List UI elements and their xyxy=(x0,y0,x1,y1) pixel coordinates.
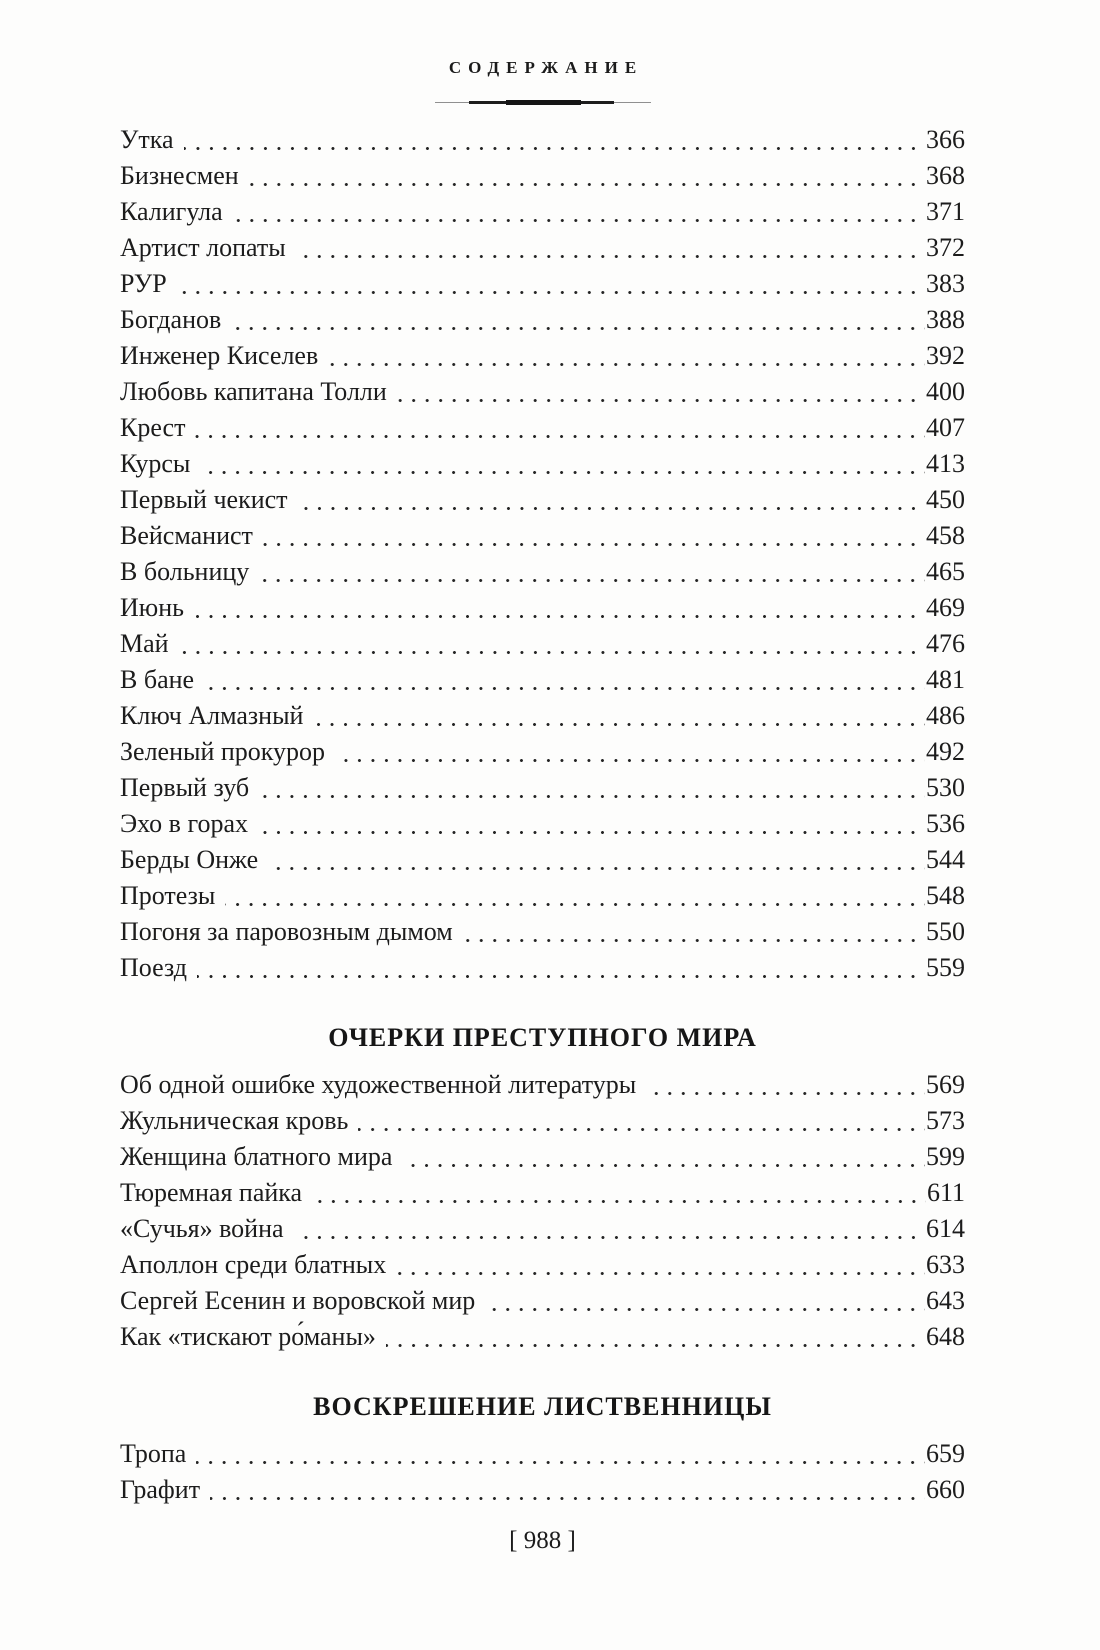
toc-entry-page-number: 469 xyxy=(926,593,965,622)
toc-entry-page-number: 569 xyxy=(926,1070,965,1099)
toc-entry-title: «Сучья» война xyxy=(120,1214,284,1243)
toc-entry-row xyxy=(120,914,965,950)
toc-entry-title: Инженер Киселев xyxy=(120,341,319,370)
toc-entry-row xyxy=(120,158,965,194)
toc-entry-row xyxy=(120,1067,965,1103)
dot-leader xyxy=(225,878,925,914)
dot-leader xyxy=(386,1319,925,1355)
dot-leader xyxy=(249,158,925,194)
toc-entry-row xyxy=(120,1139,965,1175)
dot-leader xyxy=(313,698,925,734)
toc-entry-title: Утка xyxy=(120,125,174,154)
dot-leader xyxy=(210,1472,925,1508)
dot-leader xyxy=(184,122,925,158)
toc-entry-row xyxy=(120,266,965,302)
toc-entry-title: Крест xyxy=(120,413,186,442)
dot-leader xyxy=(194,590,925,626)
toc-entry-row xyxy=(120,554,965,590)
section-heading: ВОСКРЕШЕНИЕ ЛИСТВЕННИЦЫ xyxy=(313,1392,772,1421)
toc-entry-row xyxy=(120,122,965,158)
toc-entry-row xyxy=(120,698,965,734)
toc-entry-page-number: 400 xyxy=(926,377,965,406)
dot-leader xyxy=(646,1067,925,1103)
toc-entry-page-number: 371 xyxy=(926,197,965,226)
dot-leader xyxy=(268,842,925,878)
toc-entry-row xyxy=(120,950,965,986)
toc-entry-page-number: 413 xyxy=(926,449,965,478)
toc-entry-page-number: 548 xyxy=(926,881,965,910)
toc-entry-page-number: 530 xyxy=(926,773,965,802)
toc-entry-page-number: 368 xyxy=(926,161,965,190)
toc-entry-title: В бане xyxy=(120,665,195,694)
toc-entry-page-number: 599 xyxy=(926,1142,965,1171)
toc-entry-page-number: 559 xyxy=(926,953,965,982)
toc-entry-page-number: 648 xyxy=(926,1322,965,1351)
toc-entry-row xyxy=(120,770,965,806)
toc-entry-page-number: 383 xyxy=(926,269,965,298)
toc-entry-title: Тропа xyxy=(120,1439,187,1468)
dot-leader xyxy=(177,266,925,302)
dot-leader xyxy=(259,554,925,590)
toc-entry-row xyxy=(120,230,965,266)
toc-entry-title: Тюремная пайка xyxy=(120,1178,303,1207)
section-entries xyxy=(120,122,965,986)
toc-entry-row xyxy=(120,338,965,374)
toc-entry-page-number: 486 xyxy=(926,701,965,730)
toc-entry-title: Бизнесмен xyxy=(120,161,239,190)
toc-entry-title: Калигула xyxy=(120,197,223,226)
toc-entry-title: Об одной ошибке художественной литературы xyxy=(120,1070,637,1099)
toc-entry-row xyxy=(120,626,965,662)
toc-entry-row xyxy=(120,1175,965,1211)
toc-entry-row xyxy=(120,842,965,878)
dot-leader xyxy=(294,1211,925,1247)
dot-leader xyxy=(312,1175,926,1211)
dot-leader xyxy=(396,1247,925,1283)
dot-leader xyxy=(335,734,925,770)
toc-entry-title: Жульническая кровь xyxy=(120,1106,349,1135)
toc-entry-title: Май xyxy=(120,629,169,658)
toc-section xyxy=(120,1020,965,1355)
toc-entry-page-number: 388 xyxy=(926,305,965,334)
dot-leader xyxy=(402,1139,925,1175)
toc-entry-row xyxy=(120,410,965,446)
toc-entry-title: Поезд xyxy=(120,953,187,982)
toc-section xyxy=(120,1389,965,1508)
toc-entry-row xyxy=(120,734,965,770)
dot-leader xyxy=(179,626,925,662)
toc-entry-row xyxy=(120,1436,965,1472)
toc-entry-title: Артист лопаты xyxy=(120,233,286,262)
toc-entry-title: Протезы xyxy=(120,881,216,910)
toc-entry-page-number: 372 xyxy=(926,233,965,262)
toc-entry-title: Любовь капитана Толли xyxy=(120,377,387,406)
toc-entry-row xyxy=(120,1211,965,1247)
toc-entry-title: Женщина блатного мира xyxy=(120,1142,393,1171)
toc-entry-title: Погоня за паровозным дымом xyxy=(120,917,453,946)
toc-entry-page-number: 573 xyxy=(926,1106,965,1135)
toc-entry-row xyxy=(120,806,965,842)
dot-leader xyxy=(197,950,925,986)
toc-entry-title: Берды Онже xyxy=(120,845,259,874)
dot-leader xyxy=(263,518,925,554)
dot-leader xyxy=(259,770,925,806)
dot-leader xyxy=(195,410,925,446)
toc-entry-page-number: 550 xyxy=(926,917,965,946)
toc-entry-page-number: 611 xyxy=(926,1178,965,1207)
toc-entry-row xyxy=(120,194,965,230)
dot-leader xyxy=(358,1103,925,1139)
toc-entry-row xyxy=(120,302,965,338)
dot-leader xyxy=(196,1436,925,1472)
toc-entry-title: Как «тискают ро́маны» xyxy=(120,1322,376,1351)
toc-entry-title: РУР xyxy=(120,269,167,298)
toc-entry-title: Богданов xyxy=(120,305,222,334)
toc-entry-title: Графит xyxy=(120,1475,201,1504)
toc-entry-row xyxy=(120,662,965,698)
toc-entry-row xyxy=(120,590,965,626)
toc-entry-page-number: 450 xyxy=(926,485,965,514)
dot-leader xyxy=(231,302,925,338)
toc-entry-title: Аполлон среди блатных xyxy=(120,1250,387,1279)
dot-leader xyxy=(258,806,925,842)
toc-entry-page-number: 407 xyxy=(926,413,965,442)
toc-entry-page-number: 481 xyxy=(926,665,965,694)
toc-entry-page-number: 536 xyxy=(926,809,965,838)
toc-entry-page-number: 660 xyxy=(926,1475,965,1504)
toc-entry-page-number: 633 xyxy=(926,1250,965,1279)
toc-entry-row xyxy=(120,1283,965,1319)
dot-leader xyxy=(328,338,925,374)
toc-section xyxy=(120,122,965,986)
dot-leader xyxy=(200,446,925,482)
toc-entry-title: Зеленый прокурор xyxy=(120,737,326,766)
table-of-contents xyxy=(120,122,965,1508)
toc-entry-page-number: 366 xyxy=(926,125,965,154)
page-header xyxy=(120,58,965,106)
toc-entry-page-number: 659 xyxy=(926,1439,965,1468)
page-footer xyxy=(120,1526,965,1556)
toc-entry-page-number: 476 xyxy=(926,629,965,658)
toc-entry-page-number: 643 xyxy=(926,1286,965,1315)
toc-entry-page-number: 492 xyxy=(926,737,965,766)
toc-entry-row xyxy=(120,518,965,554)
dot-leader xyxy=(233,194,925,230)
dot-leader xyxy=(296,230,925,266)
dot-leader xyxy=(397,374,925,410)
dot-leader xyxy=(463,914,925,950)
toc-entry-row xyxy=(120,482,965,518)
dot-leader xyxy=(204,662,925,698)
toc-entry-row xyxy=(120,1247,965,1283)
toc-entry-title: Первый чекист xyxy=(120,485,288,514)
toc-entry-title: Эхо в горах xyxy=(120,809,249,838)
toc-entry-row xyxy=(120,878,965,914)
toc-entry-title: Первый зуб xyxy=(120,773,250,802)
toc-entry-title: Июнь xyxy=(120,593,184,622)
toc-entry-page-number: 544 xyxy=(926,845,965,874)
toc-entry-row xyxy=(120,1103,965,1139)
toc-entry-title: В больницу xyxy=(120,557,250,586)
toc-entry-row xyxy=(120,1319,965,1355)
toc-entry-page-number: 614 xyxy=(926,1214,965,1243)
toc-entry-row xyxy=(120,446,965,482)
toc-entry-title: Ключ Алмазный xyxy=(120,701,304,730)
divider-thick-segment xyxy=(506,100,582,105)
toc-entry-title: Сергей Есенин и воровской мир xyxy=(120,1286,476,1315)
toc-entry-row xyxy=(120,374,965,410)
toc-entry-row xyxy=(120,1472,965,1508)
section-heading: ОЧЕРКИ ПРЕСТУПНОГО МИРА xyxy=(328,1023,757,1052)
dot-leader xyxy=(485,1283,925,1319)
section-entries xyxy=(120,1067,965,1355)
toc-entry-title: Курсы xyxy=(120,449,191,478)
toc-entry-page-number: 392 xyxy=(926,341,965,370)
page-title: СОДЕРЖАНИЕ xyxy=(448,58,644,77)
folio-page-number: [ 988 ] xyxy=(509,1527,576,1554)
dot-leader xyxy=(298,482,925,518)
toc-entry-page-number: 465 xyxy=(926,557,965,586)
toc-entry-title: Вейсманист xyxy=(120,521,253,550)
section-entries xyxy=(120,1436,965,1508)
ornament-divider xyxy=(435,100,651,106)
toc-entry-page-number: 458 xyxy=(926,521,965,550)
